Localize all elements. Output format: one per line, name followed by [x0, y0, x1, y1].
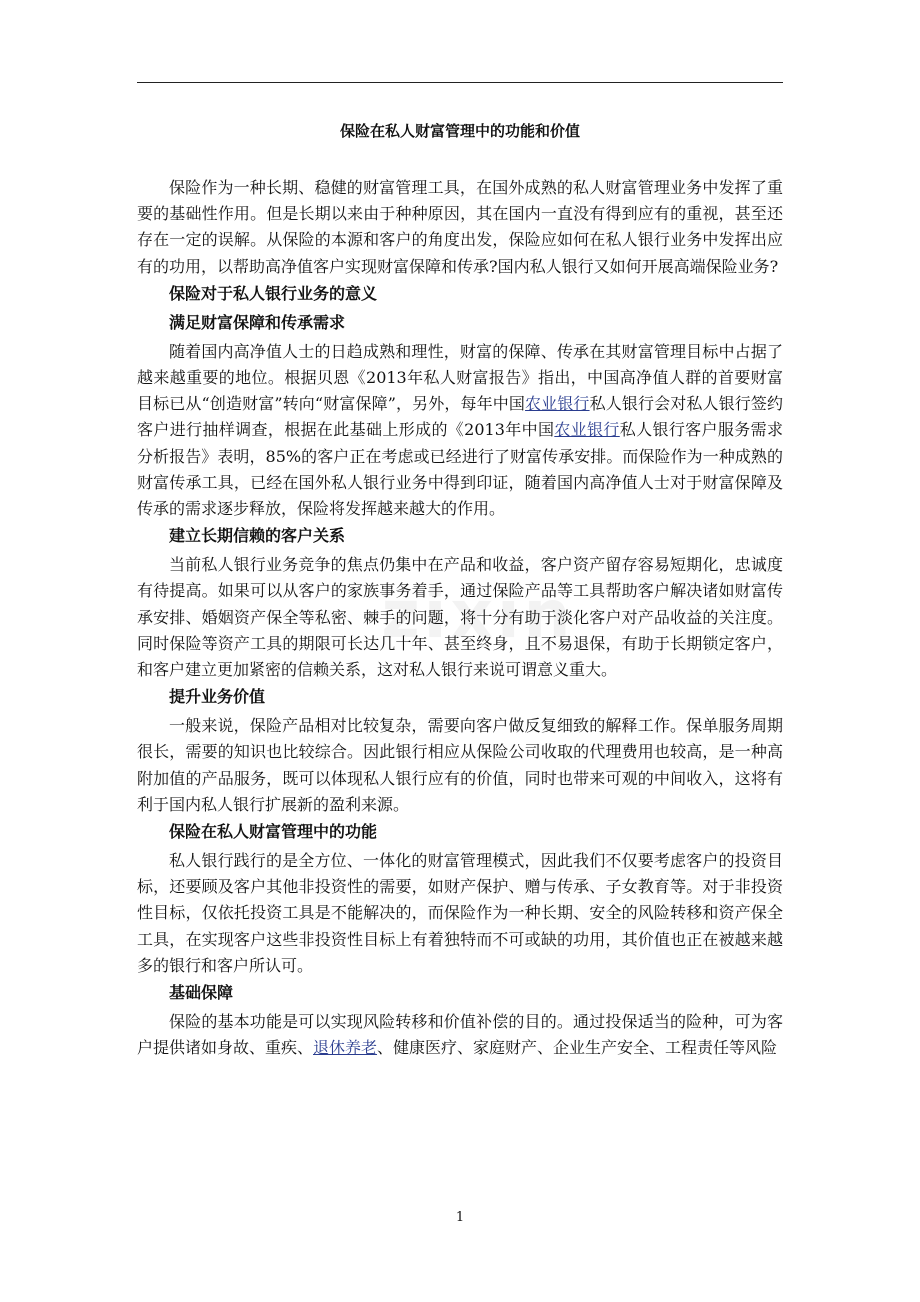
- paragraph: [137, 339, 783, 522]
- subsection-heading: 提升业务价值: [169, 687, 266, 707]
- intro-paragraph: 保险作为一种长期、稳健的财富管理工具，在国外成熟的私人财富管理业务中发挥了重要的基础性作用。但是长期以来由于种种原因，其在国内一直没有得到应有的重视，甚至还存在一定的误解。从保险的本源和客户的角度出发，保险应如何在私人银行业务中发挥出应有的功用，以帮助高净值客户实现财富保障和传承?国内私人银行又如何开展高端保险业务?: [137, 178, 783, 276]
- link-agricultural-bank[interactable]: 农业银行: [554, 420, 620, 440]
- section-heading: 保险在私人财富管理中的功能: [169, 822, 378, 842]
- text-run: 保险的基本功能是可以实现风险转移和价值补偿的目的。通过投保适当的险种，可为客户提供诸如身故、重疾、: [137, 1012, 783, 1058]
- page-number: 1: [455, 1210, 465, 1225]
- document-title: 保险在私人财富管理中的功能和价值: [339, 122, 580, 140]
- link-agricultural-bank[interactable]: 农业银行: [525, 394, 590, 414]
- paragraph: [137, 1009, 783, 1061]
- text-run: 私人银行客户服务需求分析报告》表明，85%的客户正在考虑或已经进行了财富传承安排。而保险作为一种成熟的财富传承工具，已经在国外私人银行业务中得到印证，随着国内高净值人士对于财富保障及传承的需求逐步释放，保险将发挥越来越大的作用。: [137, 420, 783, 519]
- watermark: zixin: [381, 576, 575, 653]
- subsection-heading: 建立长期信赖的客户关系: [169, 526, 346, 546]
- subsection-heading: 基础保障: [169, 983, 234, 1003]
- section-heading: 保险对于私人银行业务的意义: [169, 283, 378, 303]
- paragraph: 一般来说，保险产品相对比较复杂，需要向客户做反复细致的解释工作。保单服务周期很长，需要的知识也比较综合。因此银行相应从保险公司收取的代理费用也较高，是一种高附加值的产品服务，既可以体现私人银行应有的价值，同时也带来可观的中间收入，这将有利于国内私人银行扩展新的盈利来源。: [137, 716, 783, 814]
- text-run: 随着国内高净值人士的日趋成熟和理性，财富的保障、传承在其财富管理目标中占据了越来越重要的地位。根据贝恩《2013年私人财富报告》指出，中国高净值人群的首要财富目标已从“创造财富”转向“财富保障”，另外，每年中国: [137, 341, 783, 414]
- paragraph: 私人银行践行的是全方位、一体化的财富管理模式，因此我们不仅要考虑客户的投资目标，还要顾及客户其他非投资性的需要，如财产保护、赠与传承、子女教育等。对于非投资性目标，仅依托投资工具是不能解决的，而保险作为一种长期、安全的风险转移和资产保全工具，在实现客户这些非投资性目标上有着独特而不可或缺的功用，其价值也正在被越来越多的银行和客户所认可。: [137, 851, 783, 975]
- text-run: 私人银行会对私人银行签约客户进行抽样调查，根据在此基础上形成的《2013年中国: [137, 394, 783, 440]
- document-body: [137, 175, 783, 1061]
- paragraph: 当前私人银行业务竞争的焦点仍集中在产品和收益，客户资产留存容易短期化，忠诚度有待提高。如果可以从客户的家族事务着手，通过保险产品等工具帮助客户解决诸如财富传承安排、婚姻资产保全等私密、棘手的问题，将十分有助于淡化客户对产品收益的关注度。同时保险等资产工具的期限可长达几十年、甚至终身，且不易退保，有助于长期锁定客户，和客户建立更加紧密的信赖关系，这对私人银行来说可谓意义重大。: [137, 555, 783, 680]
- link-retirement[interactable]: 退休养老: [313, 1038, 378, 1058]
- text-run: 、健康医疗、家庭财产、企业生产安全、工程责任等风险: [377, 1038, 778, 1058]
- subsection-heading: 满足财富保障和传承需求: [169, 312, 346, 332]
- header-rule: [137, 82, 783, 83]
